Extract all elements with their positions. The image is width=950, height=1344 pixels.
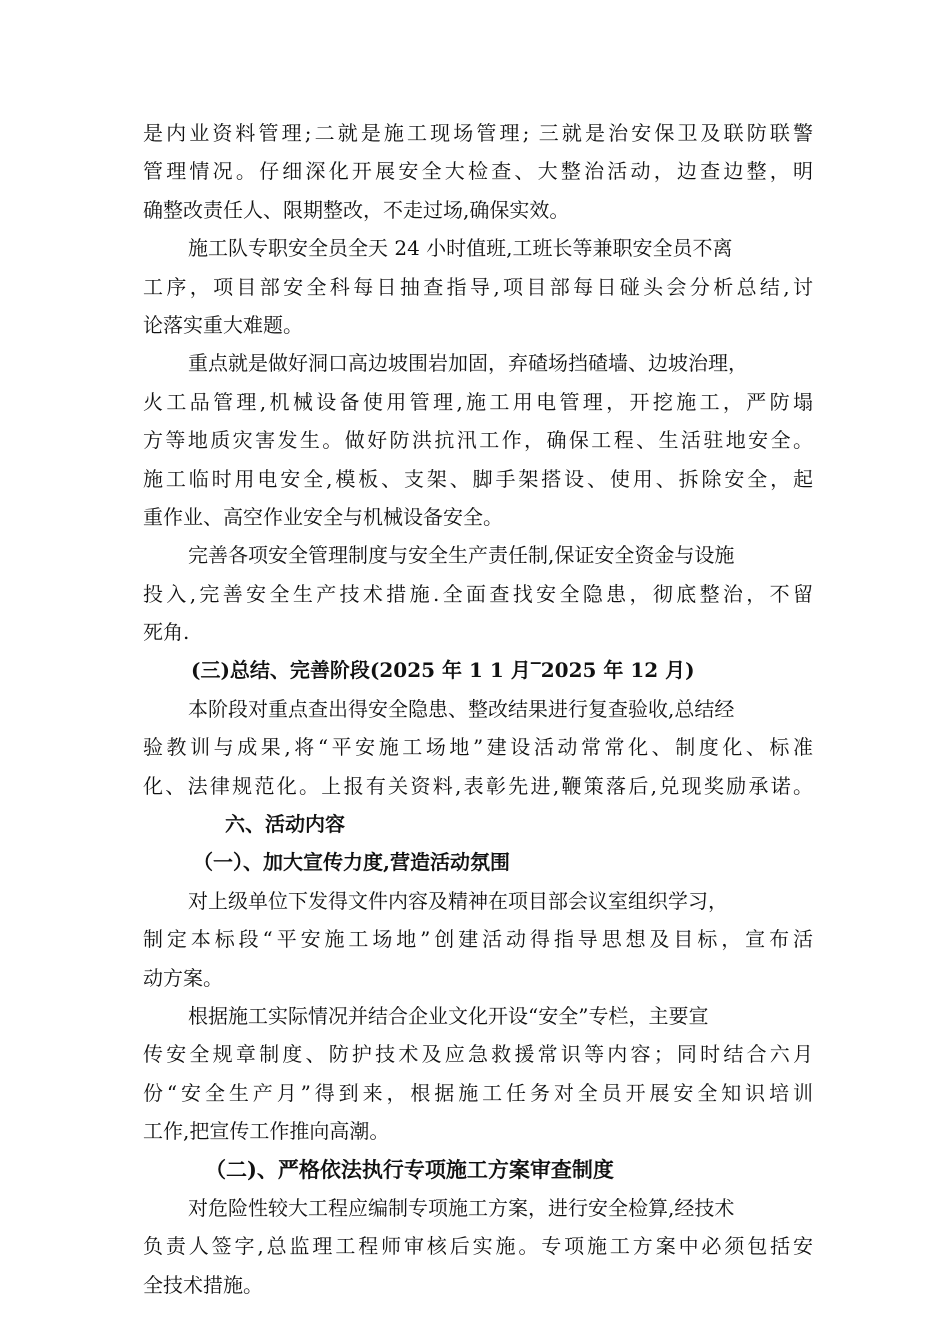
paragraph-line: 管理情况。仔细深化开展安全大检查、大整治活动，边查边整，明	[143, 159, 813, 184]
paragraph-line: 份“安全生产月”得到来，根据施工任务对全员开展安全知识培训	[143, 1080, 813, 1105]
paragraph-line: 火工品管理,机械设备使用管理,施工用电管理，开挖施工，严防塌	[143, 389, 813, 414]
paragraph-line: 负责人签字,总监理工程师审核后实施。专项施工方案中必须包括安	[143, 1234, 813, 1259]
section-heading-stage-three: (三)总结、完善阶段(2025 年 1 1 月‾2025 年 12 月)	[191, 658, 695, 683]
paragraph-line: 工序，项目部安全科每日抽查指导,项目部每日碰头会分析总结,讨	[143, 274, 813, 299]
paragraph-line: 施工临时用电安全,模板、支架、脚手架搭设、使用、拆除安全，起	[143, 466, 813, 491]
paragraph-line: 投入,完善安全生产技术措施.全面查找安全隐患，彻底整治，不留	[143, 581, 813, 606]
paragraph-line: 完善各项安全管理制度与安全生产责任制,保证安全资金与设施	[188, 543, 735, 568]
paragraph-line: 制定本标段“平安施工场地”创建活动得指导思想及目标，宣布活	[143, 927, 813, 952]
paragraph-line: 工作,把宣传工作推向高潮。	[143, 1119, 390, 1144]
section-heading-activity-content: 六、活动内容	[225, 812, 345, 837]
paragraph-line: 确整改责任人、限期整改，不走过场,确保实效。	[143, 197, 570, 222]
paragraph-line: 对上级单位下发得文件内容及精神在项目部会议室组织学习，	[188, 888, 728, 913]
paragraph-line: 重点就是做好洞口高边坡围岩加固，弃碴场挡碴墙、边坡治理，	[188, 351, 748, 376]
subsection-heading-special-plan: （二)、严格依法执行专项施工方案审查制度	[205, 1156, 614, 1182]
paragraph-line: 死角.	[143, 620, 190, 645]
subsection-heading-publicity: （一）、加大宣传力度,营造活动氛围	[193, 850, 510, 875]
paragraph-line: 论落实重大难题。	[143, 312, 303, 337]
paragraph-line: 传安全规章制度、防护技术及应急救援常识等内容；同时结合六月	[143, 1042, 813, 1067]
paragraph-line: 是内业资料管理;二就是施工现场管理; 三就是治安保卫及联防联警	[143, 121, 813, 145]
paragraph-line: 对危险性较大工程应编制专项施工方案，进行安全检算,经技术	[188, 1195, 735, 1220]
paragraph-line: 全技术措施。	[143, 1272, 263, 1297]
paragraph-line: 本阶段对重点查出得安全隐患、整改结果进行复查验收,总结经	[188, 696, 735, 721]
paragraph-line: 方等地质灾害发生。做好防洪抗汛工作，确保工程、生活驻地安全。	[143, 428, 813, 453]
paragraph-line: 化、法律规范化。上报有关资料,表彰先进,鞭策落后,兑现奖励承诺。	[143, 773, 813, 798]
paragraph-line: 重作业、高空作业安全与机械设备安全。	[143, 504, 503, 529]
paragraph-line: 验教训与成果,将“平安施工场地”建设活动常常化、制度化、标准	[143, 735, 813, 760]
document-body	[143, 114, 813, 1304]
paragraph-line: 施工队专职安全员全天 24 小时值班,工班长等兼职安全员不离	[188, 236, 733, 261]
paragraph-line: 根据施工实际情况并结合企业文化开设“安全”专栏，主要宣	[188, 1003, 709, 1028]
paragraph-line: 动方案。	[143, 965, 223, 990]
